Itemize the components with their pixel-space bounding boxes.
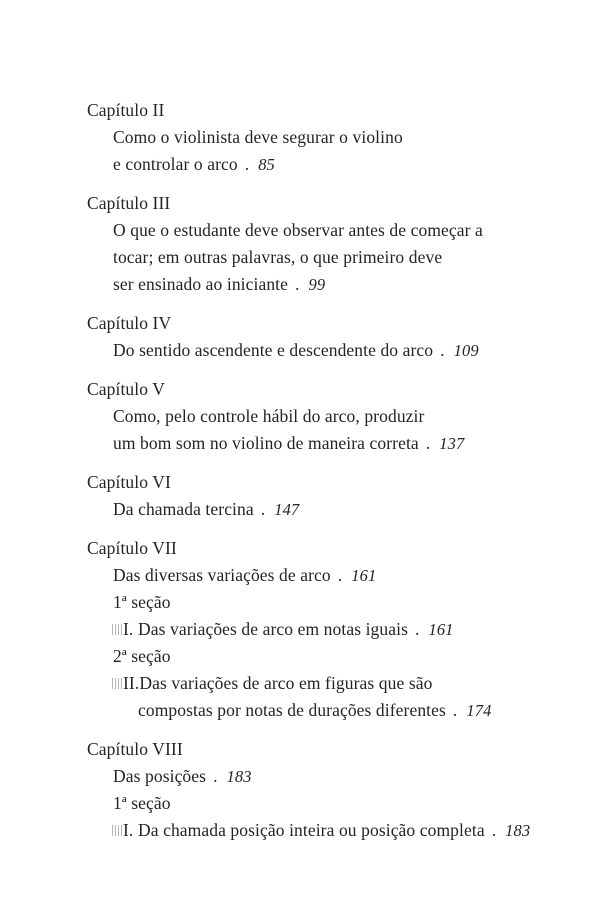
dot-separator: .: [415, 619, 420, 639]
toc-line: [87, 337, 572, 364]
missing-glyph-icon: [112, 624, 122, 635]
toc-line: [87, 124, 572, 151]
toc-line: [87, 403, 572, 430]
entry-text: Das posições: [113, 766, 207, 786]
chapter-title: Capítulo V: [87, 379, 165, 399]
chapter-title: Capítulo II: [87, 100, 165, 120]
entry-text: e controlar o arco: [113, 154, 238, 174]
entry-text: tocar; em outras palavras, o que primeiro deve: [113, 247, 443, 267]
dot-separator: .: [337, 565, 343, 585]
missing-glyph-icon: [112, 678, 122, 689]
toc-item: [87, 616, 572, 643]
item-marker: [112, 616, 138, 643]
table-of-contents: [87, 97, 572, 856]
item-number: II.: [123, 673, 140, 693]
dot-separator: .: [491, 820, 497, 840]
page-number: 147: [274, 500, 300, 519]
page-number: 183: [226, 767, 252, 786]
page-number: 99: [308, 275, 326, 294]
entry-text: Do sentido ascendente e descendente do arco: [113, 340, 434, 360]
toc-line: [87, 562, 572, 589]
entry-text: compostas por notas de durações diferentes: [138, 700, 446, 720]
chapter-title: Capítulo VIII: [87, 739, 183, 759]
page-number: 137: [439, 434, 465, 453]
chapter-block: [87, 736, 572, 844]
chapter-block: [87, 190, 572, 298]
entry-text: Como o violinista deve segurar o violino: [113, 127, 403, 147]
dot-separator: .: [213, 766, 218, 786]
section-label: [87, 589, 572, 616]
chapter-title: Capítulo VII: [87, 538, 177, 558]
chapter-title: Capítulo IV: [87, 313, 172, 333]
dot-separator: .: [260, 499, 266, 519]
item-number: I.: [123, 820, 134, 840]
page-number: 161: [428, 620, 454, 639]
page-number: 183: [505, 821, 531, 840]
chapter-block: [87, 469, 572, 523]
entry-text: um bom som no violino de maneira correta: [113, 433, 419, 453]
dot-separator: .: [440, 340, 445, 360]
toc-line: [87, 271, 572, 298]
item-number: I.: [123, 619, 134, 639]
item-marker: [112, 817, 138, 844]
page-number: 174: [466, 701, 492, 720]
entry-text: Como, pelo controle hábil do arco, produzir: [113, 406, 425, 426]
entry-text: 1ª seção: [113, 793, 171, 813]
entry-text: Das diversas variações de arco: [113, 565, 331, 585]
entry-text: Da chamada posição inteira ou posição completa: [138, 820, 485, 840]
section-label: [87, 790, 572, 817]
toc-item: [87, 670, 572, 697]
dot-separator: .: [244, 154, 250, 174]
chapter-block: [87, 310, 572, 364]
dot-separator: .: [295, 274, 300, 294]
entry-text: ser ensinado ao iniciante: [113, 274, 289, 294]
toc-line: [87, 217, 572, 244]
section-label: [87, 643, 572, 670]
entry-text: Das variações de arco em notas iguais: [138, 619, 408, 639]
entry-text: 2ª seção: [113, 646, 171, 666]
toc-item-continuation: [87, 697, 572, 724]
entry-text: O que o estudante deve observar antes de começar a: [113, 220, 483, 240]
toc-line: [87, 430, 572, 457]
page-number: 85: [258, 155, 275, 174]
chapter-title: Capítulo VI: [87, 472, 171, 492]
entry-text: Da chamada tercina: [113, 499, 254, 519]
page-number: 161: [351, 566, 377, 585]
page-number: 109: [453, 341, 479, 360]
toc-line: [87, 151, 572, 178]
toc-item: [87, 817, 572, 844]
chapter-block: [87, 535, 572, 724]
dot-separator: .: [452, 700, 458, 720]
chapter-title: Capítulo III: [87, 193, 171, 213]
entry-text: 1ª seção: [113, 592, 171, 612]
chapter-block: [87, 376, 572, 457]
missing-glyph-icon: [112, 825, 122, 836]
dot-separator: .: [425, 433, 431, 453]
chapter-block: [87, 97, 572, 178]
toc-line: [87, 496, 572, 523]
entry-text: Das variações de arco em figuras que são: [139, 673, 433, 693]
item-marker: [112, 670, 139, 697]
toc-line: [87, 763, 572, 790]
toc-line: [87, 244, 572, 271]
